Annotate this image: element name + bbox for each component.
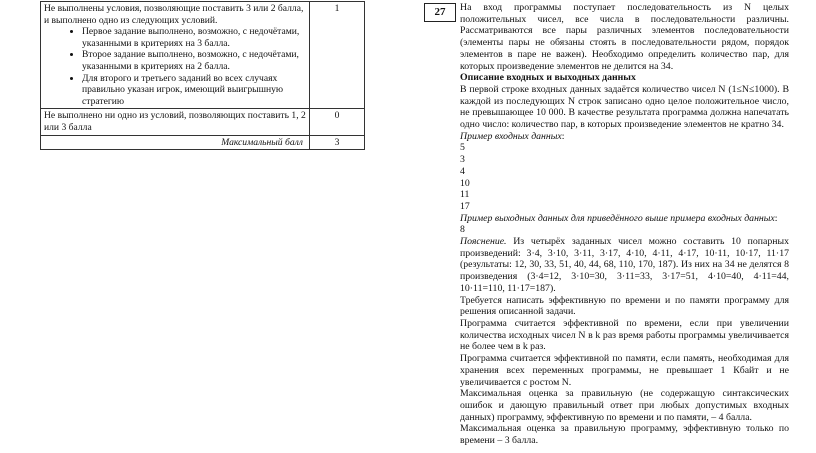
task-paragraph: Максимальная оценка за правильную программу, эффективную только по времени – 3 балла. <box>460 423 789 447</box>
explanation-text: Из четырёх заданных чисел можно составить 10 попарных произведений: 3·4, 3·10, 3·11, 3·17, 4·10, 4·11, 4·17, 10·11, 10·17, 11·17 (результаты: 12, 30, 33, 51, 40, 44, 68, 110, 170, 187). Из них на 34 не делятся 8 произведения (3·4=12, 3·10=30, 3·11=33, 3·17=51, 4·10=40, 4·11=44, 10·11=110, 11·17=187). <box>460 236 789 294</box>
explanation <box>460 236 789 295</box>
task-paragraph: Программа считается эффективной по времени, если при увеличении количества исходных чисел N в k раз время работы программы увеличивается не более чем в k раз. <box>460 317 789 353</box>
criteria-bullet: • Первое задание выполнено, возможно, с недочётами, указанными в критериях на 3 балла. <box>82 26 306 49</box>
task-paragraph: Максимальная оценка за правильную (не содержащую синтаксических ошибок и дающую правильный ответ при любых допустимых входных данных) программу, эффективную по времени и по памяти, – 4 балла. <box>460 388 789 423</box>
example-input-label: Пример входных данных: <box>460 130 565 142</box>
max-score-label: Максимальный балл <box>41 135 310 150</box>
criteria-table <box>40 1 365 150</box>
criteria-bullet: • Второе задание выполнено, возможно, с недочётами, указанными в критериях на 2 балла. <box>82 49 306 72</box>
example-input-line: 11 <box>460 189 470 201</box>
example-input-line: 4 <box>460 165 465 177</box>
example-input-line: 17 <box>460 200 470 212</box>
criteria-bullet-list <box>44 26 306 107</box>
example-output-value: 8 <box>460 224 465 236</box>
task-text <box>460 2 789 447</box>
example-input-line: 10 <box>460 177 470 189</box>
criteria-row-1-description <box>41 2 310 109</box>
criteria-row-max <box>41 135 365 150</box>
task-paragraph: Требуется написать эффективную по времени и по памяти программу для решения описанной задачи. <box>460 294 789 318</box>
criteria-row-2-description: Не выполнено ни одно из условий, позволяющих поставить 1, 2 или 3 балла <box>41 109 310 135</box>
criteria-row-2 <box>41 109 365 135</box>
io-description-heading: Описание входных и выходных данных <box>460 72 636 84</box>
max-score-value: 3 <box>310 135 365 150</box>
explanation-label: Пояснение. <box>460 236 507 248</box>
task-paragraph: На вход программы поступает последовательность из N целых положительных чисел, все числа в последовательности различны. Рассматриваются все пары различных элементов последовательности (элементы пары не обязаны стоять в последовательности рядом, порядок элементов в паре не важен). Необходимо определить количество пар, для которых произведение элементов не делится на 34. <box>460 2 789 72</box>
task-paragraph: В первой строке входных данных задаётся количество чисел N (1≤N≤1000). В каждой из последующих N строк записано одно целое положительное число, не превышающее 10 000. В качестве результата программа должна напечатать одно число: количество пар, в которых произведение элементов не кратно 34. <box>460 83 789 131</box>
example-input-line: 3 <box>460 154 465 166</box>
criteria-row-2-score: 0 <box>310 109 365 135</box>
criteria-bullet: • Для второго и третьего заданий во всех случаях правильно указан игрок, имеющий выигрышную стратегию <box>82 73 306 108</box>
criteria-row-1 <box>41 2 365 109</box>
criteria-row-1-intro: Не выполнены условия, позволяющие поставить 3 или 2 балла, и выполнено одно из следующих условий. <box>44 3 304 26</box>
example-output-label: Пример выходных данных для приведённого выше примера входных данных: <box>460 212 778 224</box>
task-number-box: 27 <box>424 3 456 22</box>
example-input-line: 5 <box>460 142 465 154</box>
criteria-row-1-score: 1 <box>310 2 365 109</box>
task-paragraph: Программа считается эффективной по памяти, если память, необходимая для хранения всех переменных программы, не превышает 1 Кбайт и не увеличивается с ростом N. <box>460 353 789 388</box>
